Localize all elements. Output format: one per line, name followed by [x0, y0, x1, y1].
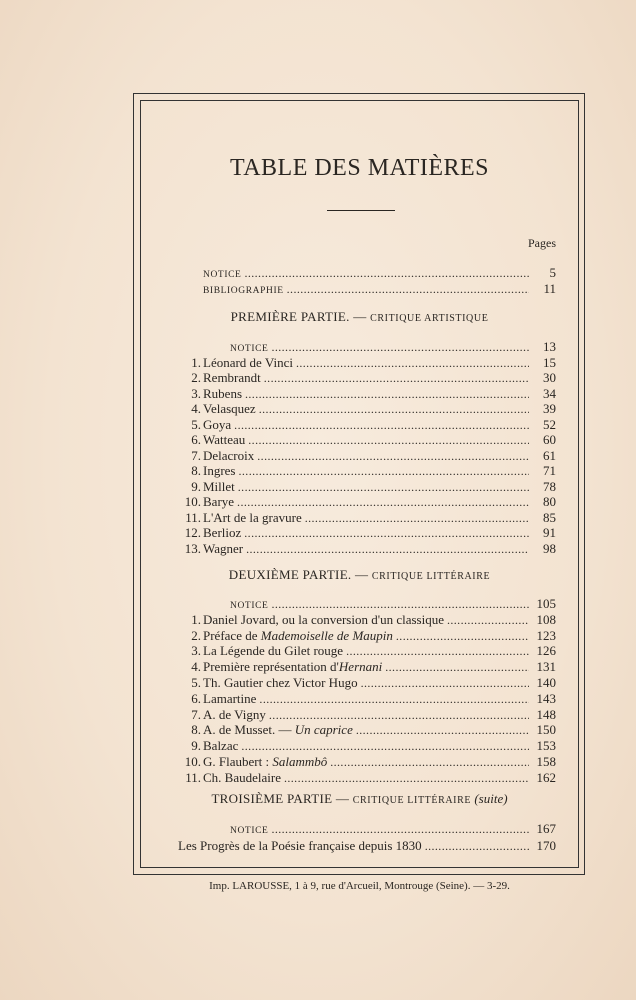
dot-leader: [284, 770, 529, 786]
entry-number: 5.: [191, 416, 201, 432]
page-number: 34: [543, 385, 556, 401]
page-number: 78: [543, 478, 556, 494]
page-number: 153: [536, 738, 556, 754]
page-number: 162: [536, 769, 556, 785]
entry-title: Delacroix: [203, 447, 255, 463]
entry-number: 7.: [191, 447, 201, 463]
entry-number: 7.: [191, 706, 201, 722]
page-number: 39: [543, 401, 556, 416]
part-suite: (suite): [471, 791, 508, 806]
entry-title: Ch. Baudelaire: [203, 769, 281, 785]
page-number: 105: [536, 596, 556, 611]
entry-title: Léonard de Vinci: [203, 354, 293, 370]
dot-leader: [259, 401, 529, 417]
dot-leader: [234, 417, 529, 433]
part-subtitle: CRITIQUE ARTISTIQUE: [370, 313, 489, 324]
entry-number: 11.: [185, 509, 201, 525]
part-subtitle: CRITIQUE LITTÉRAIRE: [371, 571, 491, 582]
dot-leader: [246, 541, 529, 557]
toc-entry[interactable]: [176, 738, 556, 753]
entry-title: Barye: [203, 494, 235, 509]
entry-title: NOTICE: [230, 601, 269, 611]
entry-title-italic: Mademoiselle de Maupin: [257, 627, 393, 643]
toc-entry[interactable]: [176, 386, 556, 401]
toc-entry[interactable]: [176, 643, 556, 658]
dot-leader: [330, 754, 529, 770]
part-heading: [140, 309, 579, 325]
toc-entry[interactable]: [203, 339, 556, 354]
entry-title: Les Progrès de la Poésie française depuis 1830: [178, 838, 422, 853]
page-number: 15: [543, 354, 556, 370]
part-title: PREMIÈRE PARTIE. —: [230, 309, 371, 324]
entry-number: 12.: [184, 525, 201, 540]
page-number: 91: [543, 525, 556, 540]
toc-entry[interactable]: [176, 417, 556, 432]
dot-leader: [346, 643, 529, 659]
dot-leader: [447, 612, 529, 628]
toc-entry[interactable]: [176, 541, 556, 556]
part-title: TROISIÈME PARTIE —: [211, 791, 353, 806]
entry-title: Rubens: [203, 385, 242, 401]
dot-leader: [239, 463, 530, 479]
page-number: 140: [536, 675, 556, 690]
part-heading: [140, 791, 579, 807]
entry-title: BIBLIOGRAPHIE: [203, 285, 284, 296]
entry-number: 4.: [191, 401, 201, 416]
entry-title: Ingres: [203, 463, 236, 478]
entry-title: Balzac: [203, 738, 239, 754]
entry-title: A. de Vigny: [203, 706, 266, 722]
page-number: 148: [536, 706, 556, 722]
toc-entry[interactable]: [176, 612, 556, 627]
entry-number: 3.: [191, 643, 201, 659]
entry-title: Première représentation d'Hernani: [203, 659, 383, 675]
dot-leader: [271, 821, 529, 837]
entry-title: A. de Musset. — Un caprice: [203, 722, 353, 738]
entry-number: 2.: [191, 370, 201, 385]
dot-leader: [237, 494, 529, 510]
dot-leader: [269, 707, 529, 723]
page-number: 167: [536, 821, 556, 836]
entry-number: 8.: [191, 463, 201, 478]
entry-title: Th. Gautier chez Victor Hugo: [203, 675, 358, 690]
page-number: 13: [543, 339, 556, 354]
entry-number: 5.: [191, 675, 201, 690]
page-number: 11: [543, 280, 556, 296]
toc-entry[interactable]: [176, 754, 556, 769]
entry-number: 2.: [191, 627, 201, 643]
page-number: 52: [543, 416, 556, 432]
dot-leader: [271, 339, 529, 355]
printer-footer: Imp. LAROUSSE, 1 à 9, rue d'Arcueil, Montrouge (Seine). — 3-29.: [209, 880, 510, 892]
toc-entry[interactable]: [176, 432, 556, 447]
entry-number: 6.: [191, 690, 201, 706]
part-subtitle: CRITIQUE LITTÉRAIRE: [352, 795, 472, 806]
entry-title: G. Flaubert : Salammbô: [203, 754, 328, 769]
page-number: 5: [549, 265, 556, 280]
entry-number: 1.: [191, 611, 201, 627]
dot-leader: [244, 525, 529, 541]
title-divider: [327, 210, 395, 211]
toc-entry[interactable]: [176, 448, 556, 463]
dot-leader: [425, 838, 529, 854]
toc-entry[interactable]: [176, 675, 556, 690]
entry-title: L'Art de la gravure: [203, 509, 302, 525]
entry-title: NOTICE: [203, 270, 242, 280]
entry-title: Goya: [203, 416, 232, 432]
entry-title: Wagner: [203, 540, 244, 556]
entry-number: 1.: [191, 354, 201, 370]
toc-entry[interactable]: [176, 510, 556, 525]
entry-title: Lamartine: [203, 690, 257, 706]
toc-entry[interactable]: [176, 370, 556, 385]
entry-title-italic: Un caprice: [291, 722, 353, 738]
toc-entry[interactable]: [176, 707, 556, 722]
dot-leader: [264, 370, 529, 386]
pages-column-label: Pages: [528, 236, 556, 250]
entry-title: NOTICE: [230, 344, 269, 354]
dot-leader: [305, 510, 529, 526]
entry-number: 11.: [185, 769, 201, 785]
entry-title: Daniel Jovard, ou la conversion d'un classique: [203, 611, 444, 627]
page-number: 85: [543, 509, 556, 525]
toc-entry[interactable]: [176, 479, 556, 494]
page-number: 150: [536, 722, 556, 738]
entry-number: 10.: [184, 754, 201, 769]
entry-number: 3.: [191, 385, 201, 401]
dot-leader: [296, 355, 529, 371]
toc-entry[interactable]: [176, 722, 556, 737]
page-number: 60: [543, 432, 556, 447]
page-number: 108: [536, 611, 556, 627]
toc-entry[interactable]: [203, 596, 556, 611]
entry-title: Velasquez: [203, 401, 256, 416]
toc-entry[interactable]: [203, 821, 556, 836]
toc-entry[interactable]: [176, 659, 556, 674]
dot-leader: [287, 281, 529, 297]
part-title: DEUXIÈME PARTIE. —: [228, 567, 372, 582]
dot-leader: [259, 691, 529, 707]
dot-leader: [385, 659, 529, 675]
page-number: 143: [536, 690, 556, 706]
dot-leader: [356, 722, 529, 738]
toc-entry[interactable]: [176, 770, 556, 785]
page-number: 158: [536, 754, 556, 769]
entry-title: Berlioz: [203, 525, 242, 540]
toc-entry[interactable]: [176, 628, 556, 643]
entry-number: 6.: [191, 432, 201, 447]
entry-number: 8.: [191, 722, 201, 738]
part-heading: [140, 567, 579, 583]
dot-leader: [238, 479, 529, 495]
toc-entry[interactable]: [176, 494, 556, 509]
page-number: 126: [536, 643, 556, 659]
page-title: TABLE DES MATIÈRES: [229, 155, 490, 181]
entry-title: Watteau: [203, 432, 246, 447]
dot-leader: [271, 596, 529, 612]
page-number: 123: [536, 627, 556, 643]
toc-entry[interactable]: [176, 525, 556, 540]
dot-leader: [244, 265, 529, 281]
entry-title-italic: Hernani: [338, 659, 383, 675]
toc-entry[interactable]: [176, 691, 556, 706]
dot-leader: [241, 738, 529, 754]
dot-leader: [248, 432, 529, 448]
toc-entry[interactable]: [176, 463, 556, 478]
entry-number: 9.: [191, 478, 201, 494]
entry-title: NOTICE: [230, 826, 269, 836]
page-number: 131: [536, 659, 556, 675]
entry-title-italic: Salammbô: [269, 754, 328, 769]
toc-entry[interactable]: [178, 838, 556, 853]
toc-entry[interactable]: [176, 355, 556, 370]
dot-leader: [245, 386, 529, 402]
toc-entry[interactable]: [203, 281, 556, 296]
entry-title: Millet: [203, 478, 235, 494]
page-number: 80: [543, 494, 556, 509]
page-number: 98: [543, 540, 556, 556]
entry-number: 10.: [184, 494, 201, 509]
dot-leader: [257, 448, 529, 464]
entry-title: Rembrandt: [203, 370, 261, 385]
entry-number: 13.: [184, 540, 201, 556]
page-number: 170: [536, 838, 556, 853]
dot-leader: [361, 675, 529, 691]
page-number: 71: [543, 463, 556, 478]
page-number: 61: [543, 447, 556, 463]
entry-number: 4.: [191, 659, 201, 675]
entry-number: 9.: [191, 738, 201, 754]
toc-entry[interactable]: [203, 265, 556, 280]
entry-title: Préface de Mademoiselle de Maupin: [203, 627, 393, 643]
dot-leader: [396, 628, 529, 644]
toc-entry[interactable]: [176, 401, 556, 416]
entry-title: La Légende du Gilet rouge: [203, 643, 344, 659]
page-number: 30: [543, 370, 556, 385]
